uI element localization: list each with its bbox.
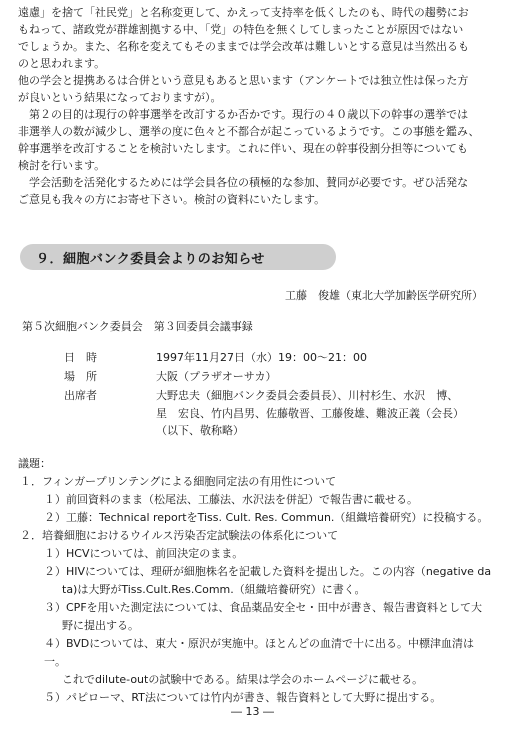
author-line: 工藤 俊雄（東北大学加齢医学研究所） <box>285 289 483 302</box>
agenda-subitem: ３）CPFを用いた測定法については、食品薬品安全セ・田中が書き、報告書資料として大 <box>44 601 482 614</box>
section-title <box>20 244 336 270</box>
intro-line: 遠慮」を捨て「社民党」と名称変更して、かえって支持率を低くしたのも、時代の趨勢にお <box>18 6 469 19</box>
agenda-subitem: ４）BVDについては、東大・原沢が実施中。ほとんどの血清で十に出る。中標津血清は一。 <box>44 637 474 668</box>
intro-text <box>18 4 490 208</box>
intro-line: 非選挙人の数が減少し、選挙の度に色々と不都合が起こっているようです。この事態を鑑み、 <box>18 125 480 138</box>
intro-line: 第２の目的は現行の幹事選挙を改訂するか否かです。現行の４０歳以下の幹事の選挙では <box>18 108 469 121</box>
agenda-subitem: ２）HIVについては、理研が細胞株名を記載した資料を提出した。この内容（negative da <box>44 565 492 578</box>
intro-line: 幹事選挙を改訂することを検討いたします。これに伴い、現在の幹事役割分担等についても <box>18 142 468 155</box>
date-value: 1997年11月27日（水）19：00～21：00 <box>156 351 367 364</box>
attendees-label: 出席者 <box>64 389 97 402</box>
agenda-subitem-continued: これでdilute-outの試験中である。結果は学会のホームページに載せる。 <box>62 673 424 686</box>
section-title-text: ９．細胞バンク委員会よりのお知らせ <box>36 251 265 267</box>
agenda-subitem-continued: ta)は大野がTiss.Cult.Res.Comm.（組織培養研究）に書く。 <box>62 583 366 596</box>
date-label: 日 時 <box>64 351 97 364</box>
attendees-line: 大野忠夫（細胞バンク委員会委員長）、川村杉生、水沢 博、 <box>156 389 459 402</box>
agenda-subitem: １）前回資料のまま（松尾法、工藤法、水沢法を併記）で報告書に載せる。 <box>44 493 418 506</box>
agenda-item: １．フィンガープリンテングによる細胞同定法の有用性について <box>20 475 337 488</box>
intro-line: が良いという結果になっておりますが）。 <box>18 91 222 104</box>
agenda-subitem-continued: 野に提出する。 <box>62 619 139 632</box>
minutes-heading: 第５次細胞バンク委員会 第３回委員会議事録 <box>22 320 253 333</box>
page-number: ― 13 ― <box>231 705 274 718</box>
place-label: 場 所 <box>64 370 97 383</box>
agenda-subitem: １）HCVについては、前回決定のまま。 <box>44 547 244 560</box>
intro-line: 検討を行います。 <box>18 159 106 172</box>
agenda-label: 議題： <box>18 457 51 470</box>
intro-line: 学会活動を活発化するためには学会員各位の積極的な参加、賛同が必要です。ぜひ活発な <box>18 176 469 189</box>
agenda <box>18 455 492 707</box>
attendees-line: 星 宏良、竹内昌男、佐藤敬晋、工藤俊雄、難波正義（会長） <box>156 407 464 420</box>
intro-line: もねって、諸政党が群雄割拠する中、「党」の特色を無くしてしまったことが原因ではない <box>18 23 464 36</box>
agenda-subitem: ５）パピローマ、RT法については竹内が書き、報告資料として大野に提出する。 <box>44 691 442 704</box>
intro-line: ご意見も我々の方にお寄せ下さい。検討の資料にいたします。 <box>18 193 326 206</box>
agenda-item: ２．培養細胞におけるウイルス汚染否定試験法の体系化について <box>20 529 339 542</box>
attendees-note: （以下、敬称略） <box>156 424 244 437</box>
agenda-subitem: ２）工藤：Technical reportをTiss. Cult. Res. Commun.（組織培養研究）に投稿する。 <box>44 511 489 524</box>
intro-line: 他の学会と提携あるは合併という意見もあると思います（アンケートでは独立性は保った方 <box>18 74 469 87</box>
intro-line: のと思われます。 <box>18 57 106 70</box>
intro-line: でしょうか。また、名称を変えてもそのままでは学会改革は難しいとする意見は当然出るも <box>18 40 469 53</box>
place-value: 大阪（プラザオーサカ） <box>156 370 277 383</box>
